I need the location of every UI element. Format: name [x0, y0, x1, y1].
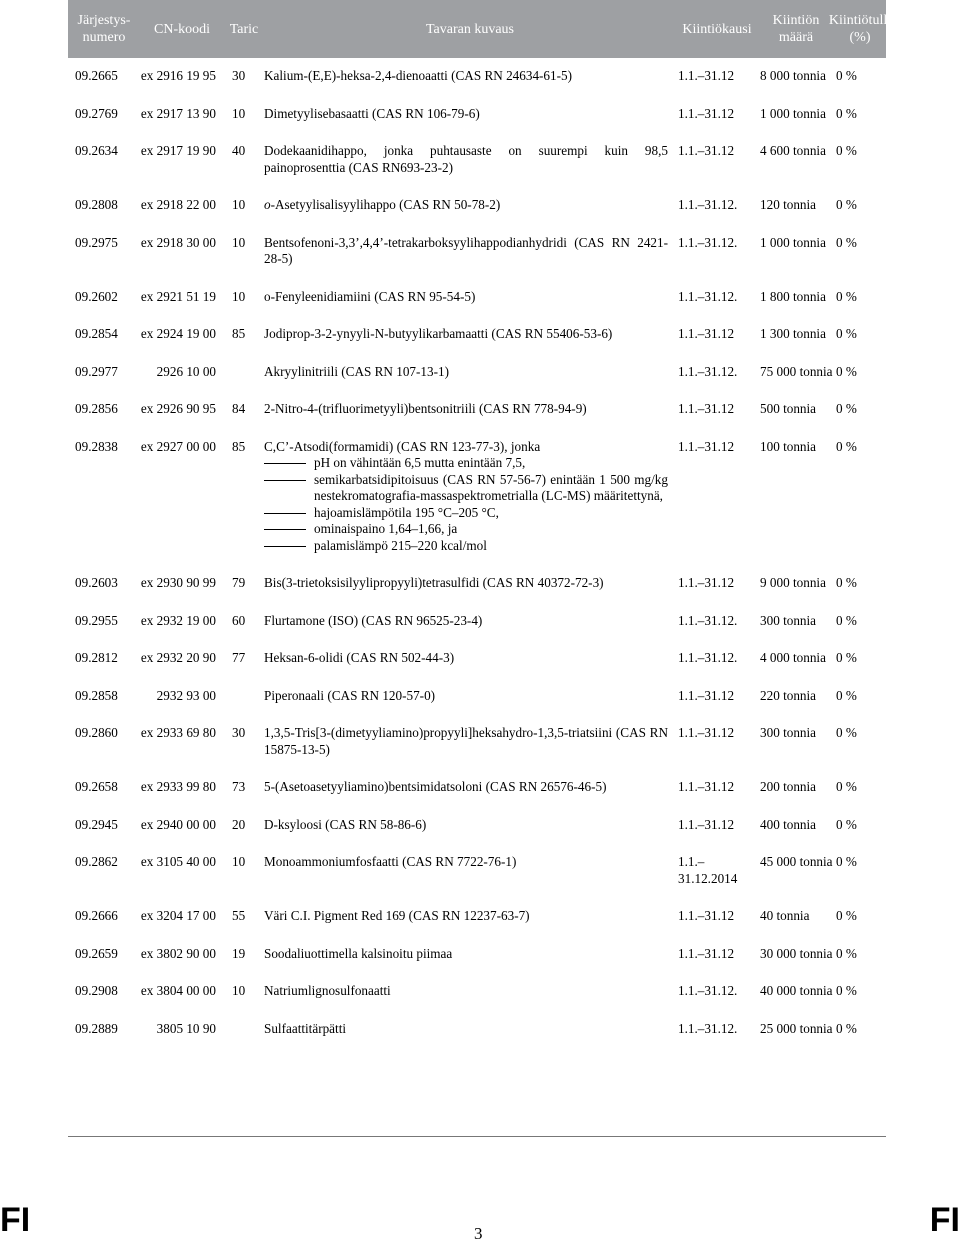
row-quota-amount: 9 000 tonnia [760, 575, 826, 590]
row-description-text: Kalium-(E,E)-heksa-2,4-dienoaatti (CAS RN 24634-61-5) [264, 68, 573, 83]
col-header-taric: Taric [229, 21, 259, 37]
row-cn-code: ex 2933 99 80 [140, 779, 216, 794]
row-description [264, 613, 676, 651]
row-taric: 55 [232, 908, 246, 923]
row-quota-amount: 120 tonnia [760, 197, 817, 212]
row-cn-code: ex 3105 40 00 [140, 854, 216, 869]
table-row [68, 908, 886, 946]
row-cn-code: 3805 10 90 [156, 1020, 216, 1036]
row-cn-code: ex 2940 00 00 [140, 816, 216, 832]
row-description [264, 235, 676, 289]
row-cn-code: ex 2918 22 00 [140, 197, 216, 212]
row-order-number: 09.2908 [75, 983, 118, 998]
table-row [68, 688, 886, 726]
row-order-number: 09.2975 [75, 234, 118, 250]
row-taric: 10 [232, 854, 246, 869]
row-quota-period: 1.1.–31.12 [678, 945, 735, 961]
row-quota-amount: 1 000 tonnia [760, 234, 826, 250]
row-order-number: 09.2889 [75, 1020, 118, 1036]
row-cn-code: 2932 93 00 [156, 687, 216, 703]
row-description [264, 908, 676, 946]
row-quota-amount: 1 800 tonnia [760, 288, 826, 304]
row-description-text: Väri C.I. Pigment Red 169 (CAS RN 12237-63-7) [264, 908, 530, 923]
row-quota-duty: 0 % [836, 288, 857, 304]
row-description-text: -Asetyylisalisyylihappo (CAS RN 50-78-2) [270, 197, 501, 212]
row-quota-period: 1.1.–31.12. [678, 612, 738, 628]
row-description-text: 5-(Asetoasetyyliamino)bentsimidatsoloni (CAS RN 26576-46-5) [264, 779, 607, 794]
row-taric [224, 1021, 264, 1059]
row-quota-period: 1.1.–31.12 [678, 438, 735, 454]
description-dash-item [264, 521, 668, 538]
row-quota-period: 1.1.–31.12. [678, 650, 738, 665]
row-order-number: 09.2659 [75, 945, 118, 961]
row-description [264, 983, 676, 1021]
row-quota-duty: 0 % [836, 779, 857, 794]
row-quota-period: 1.1.–31.12 [678, 401, 735, 416]
row-description-text: Dodekaanidihappo, jonka puhtausaste on suurempi kuin 98,5 painoprosenttia (CAS RN693-23-2) [264, 143, 668, 175]
row-quota-period: 1.1.–31.12 [678, 725, 735, 740]
row-taric [224, 688, 264, 726]
row-cn-code: ex 2932 19 00 [140, 612, 216, 628]
row-quota-amount: 8 000 tonnia [760, 68, 826, 83]
dash-item-text: pH on vähintään 6,5 mutta enintään 7,5, [314, 455, 526, 470]
row-order-number: 09.2838 [75, 438, 118, 454]
row-quota-period: 1.1.–31.12 [678, 68, 735, 83]
table-row [68, 197, 886, 235]
dash-item-text: palamislämpö 215–220 kcal/mol [314, 537, 487, 553]
row-order-number: 09.2665 [75, 68, 118, 83]
row-cn-code: ex 2930 90 99 [140, 575, 216, 590]
table-row [68, 364, 886, 402]
row-description-text: Heksan-6-olidi (CAS RN 502-44-3) [264, 650, 455, 665]
dash-icon [264, 521, 314, 530]
table-row [68, 58, 886, 106]
row-quota-period: 1.1.–31.12. [678, 197, 738, 212]
row-description [264, 106, 676, 144]
row-quota-duty: 0 % [836, 363, 857, 379]
row-taric: 10 [232, 197, 246, 212]
row-cn-code: ex 2924 19 00 [140, 326, 216, 341]
col-header-cn-code: CN-koodi [154, 21, 210, 37]
row-description-text: Soodaliuottimella kalsinoitu piimaa [264, 945, 453, 961]
row-cn-code: ex 3804 00 00 [140, 983, 216, 998]
table-row [68, 235, 886, 289]
row-order-number: 09.2856 [75, 401, 118, 416]
row-description-text: Jodiprop-3-2-ynyyli-N-butyylikarbamaatti (CAS RN 55406-53-6) [264, 326, 613, 341]
row-quota-duty: 0 % [836, 816, 857, 832]
row-taric: 73 [232, 779, 246, 794]
row-description [264, 439, 676, 576]
row-description-text: o-Fenyleenidiamiini (CAS RN 95-54-5) [264, 288, 476, 304]
quota-table-body [68, 58, 886, 1058]
row-taric: 40 [232, 143, 246, 158]
table-row [68, 575, 886, 613]
description-dash-item [264, 472, 668, 505]
row-quota-duty: 0 % [836, 650, 857, 665]
col-header-description: Tavaran kuvaus [425, 21, 515, 37]
row-order-number: 09.2812 [75, 650, 118, 665]
row-order-number: 09.2634 [75, 143, 118, 158]
table-row [68, 725, 886, 779]
table-row [68, 613, 886, 651]
table-row [68, 401, 886, 439]
row-quota-period: 1.1.–31.12 [678, 143, 735, 158]
row-order-number: 09.2862 [75, 854, 118, 869]
row-quota-period: 1.1.– 31.12.2014 [678, 854, 738, 886]
row-quota-duty: 0 % [836, 1020, 857, 1036]
table-row [68, 650, 886, 688]
row-quota-amount: 100 tonnia [760, 438, 817, 454]
row-quota-amount: 25 000 tonnia [760, 1020, 833, 1036]
row-taric: 84 [232, 401, 246, 416]
row-taric: 10 [232, 105, 246, 121]
row-quota-amount: 1 300 tonnia [760, 326, 826, 341]
table-row [68, 779, 886, 817]
quota-table [68, 58, 886, 1058]
table-row [68, 1021, 886, 1059]
row-quota-duty: 0 % [836, 983, 857, 998]
language-mark-right: FI [929, 1201, 960, 1239]
row-quota-period: 1.1.–31.12. [678, 1020, 738, 1036]
row-quota-amount: 4 600 tonnia [760, 143, 826, 158]
row-description-text: Bentsofenoni-3,3’,4,4’-tetrakarboksyylihappodianhydridi (CAS RN 2421-28-5) [264, 234, 668, 266]
row-cn-code: ex 2933 69 80 [140, 725, 216, 740]
dash-icon [264, 455, 314, 464]
col-header-quota-period: Kiintiökausi [682, 21, 752, 37]
row-quota-amount: 500 tonnia [760, 401, 817, 416]
dash-item-text: semikarbatsidipitoisuus (CAS RN 57-56-7) enintään 1 500 mg/kg nestekromatografia-massaspektrometrialla (LC-MS) määritettynä, [314, 471, 668, 503]
row-quota-amount: 4 000 tonnia [760, 650, 826, 665]
language-mark-left: FI [0, 1201, 31, 1239]
row-description-text: Monoammoniumfosfaatti (CAS RN 7722-76-1) [264, 854, 517, 869]
row-quota-period: 1.1.–31.12. [678, 363, 738, 379]
row-taric: 79 [232, 575, 246, 590]
row-quota-duty: 0 % [836, 234, 857, 250]
col-header-quota-duty: Kiintiötulli (%) [828, 13, 892, 45]
row-quota-period: 1.1.–31.12 [678, 779, 735, 794]
row-taric: 10 [232, 234, 246, 250]
table-row [68, 854, 886, 908]
row-quota-amount: 75 000 tonnia [760, 363, 833, 379]
row-cn-code: ex 2927 00 00 [140, 438, 216, 454]
row-description [264, 364, 676, 402]
row-description-text: Natriumlignosulfonaatti [264, 983, 391, 998]
row-description [264, 401, 676, 439]
row-quota-duty: 0 % [836, 105, 857, 121]
row-quota-amount: 45 000 tonnia [760, 854, 833, 869]
row-order-number: 09.2854 [75, 326, 118, 341]
row-taric: 30 [232, 68, 246, 83]
row-taric: 85 [232, 326, 246, 341]
row-order-number: 09.2955 [75, 612, 118, 628]
dash-icon [264, 505, 314, 514]
table-row [68, 439, 886, 576]
row-order-number: 09.2977 [75, 363, 118, 379]
col-header-number: Järjestys- numero [77, 13, 131, 45]
row-description-prefix: o [264, 197, 271, 212]
row-quota-period: 1.1.–31.12 [678, 816, 735, 832]
row-description [264, 326, 676, 364]
row-quota-period: 1.1.–31.12 [678, 105, 735, 121]
row-quota-amount: 220 tonnia [760, 687, 817, 703]
row-description [264, 575, 676, 613]
table-row [68, 326, 886, 364]
row-quota-amount: 40 tonnia [760, 908, 810, 923]
row-cn-code: ex 2917 19 90 [140, 143, 216, 158]
table-row [68, 946, 886, 984]
row-taric: 19 [232, 945, 246, 961]
row-description-text: Dimetyylisebasaatti (CAS RN 106-79-6) [264, 105, 480, 121]
table-header [68, 0, 892, 58]
row-quota-amount: 300 tonnia [760, 612, 817, 628]
row-description-text: Sulfaattitärpätti [264, 1020, 347, 1036]
row-order-number: 09.2860 [75, 725, 118, 740]
row-quota-duty: 0 % [836, 68, 857, 83]
row-order-number: 09.2808 [75, 197, 118, 212]
row-description [264, 779, 676, 817]
row-taric: 60 [232, 612, 246, 628]
row-order-number: 09.2945 [75, 816, 118, 832]
row-taric: 10 [232, 983, 246, 998]
row-quota-period: 1.1.–31.12. [678, 234, 738, 250]
table-row [68, 983, 886, 1021]
table-row [68, 817, 886, 855]
row-description [264, 688, 676, 726]
row-taric: 85 [232, 438, 246, 454]
table-bottom-rule [68, 1136, 886, 1137]
row-quota-duty: 0 % [836, 945, 857, 961]
row-order-number: 09.2666 [75, 908, 118, 923]
row-description-text: D-ksyloosi (CAS RN 58-86-6) [264, 816, 427, 832]
row-description-text: Piperonaali (CAS RN 120-57-0) [264, 687, 436, 703]
row-quota-duty: 0 % [836, 575, 857, 590]
row-cn-code: ex 2917 13 90 [140, 105, 216, 121]
row-quota-duty: 0 % [836, 854, 857, 869]
row-description [264, 197, 676, 235]
row-quota-amount: 30 000 tonnia [760, 945, 833, 961]
dash-icon [264, 538, 314, 547]
row-cn-code: ex 2916 19 95 [140, 68, 216, 83]
row-quota-duty: 0 % [836, 143, 857, 158]
row-cn-code: ex 2926 90 95 [140, 401, 216, 416]
row-quota-period: 1.1.–31.12 [678, 326, 735, 341]
row-quota-amount: 40 000 tonnia [760, 983, 833, 998]
row-quota-period: 1.1.–31.12 [678, 908, 735, 923]
dash-icon [264, 472, 314, 481]
row-taric: 20 [232, 816, 246, 832]
row-order-number: 09.2769 [75, 105, 118, 121]
description-dash-item [264, 455, 668, 472]
row-order-number: 09.2603 [75, 575, 118, 590]
row-cn-code: ex 3204 17 00 [140, 908, 216, 923]
row-cn-code: ex 2932 20 90 [140, 650, 216, 665]
description-dash-item [264, 505, 668, 522]
row-quota-amount: 200 tonnia [760, 779, 817, 794]
row-description-text: Akryylinitriili (CAS RN 107-13-1) [264, 363, 449, 379]
row-quota-amount: 400 tonnia [760, 816, 817, 832]
row-quota-period: 1.1.–31.12 [678, 575, 735, 590]
row-description [264, 817, 676, 855]
dash-item-text: hajoamislämpötila 195 °C–205 °C, [314, 504, 499, 520]
row-quota-duty: 0 % [836, 908, 857, 923]
row-description [264, 1021, 676, 1059]
row-order-number: 09.2602 [75, 288, 118, 304]
row-cn-code: ex 2921 51 19 [140, 288, 216, 304]
row-cn-code: ex 3802 90 00 [140, 945, 216, 961]
row-quota-amount: 300 tonnia [760, 725, 817, 740]
row-description [264, 946, 676, 984]
row-description-text: Flurtamone (ISO) (CAS RN 96525-23-4) [264, 612, 483, 628]
row-description-text: C,C’-Atsodi(formamidi) (CAS RN 123-77-3), jonka [264, 438, 541, 454]
row-quota-duty: 0 % [836, 612, 857, 628]
row-order-number: 09.2658 [75, 779, 118, 794]
row-quota-amount: 1 000 tonnia [760, 105, 826, 121]
row-quota-duty: 0 % [836, 197, 857, 212]
row-quota-duty: 0 % [836, 326, 857, 341]
row-taric: 30 [232, 725, 246, 740]
row-description [264, 289, 676, 327]
row-quota-period: 1.1.–31.12. [678, 983, 738, 998]
table-row [68, 289, 886, 327]
row-order-number: 09.2858 [75, 687, 118, 703]
row-quota-period: 1.1.–31.12 [678, 687, 735, 703]
row-description [264, 650, 676, 688]
dash-item-text: ominaispaino 1,64–1,66, ja [314, 521, 458, 536]
row-quota-duty: 0 % [836, 438, 857, 454]
row-quota-duty: 0 % [836, 725, 857, 740]
row-description [264, 725, 676, 779]
row-quota-duty: 0 % [836, 401, 857, 416]
row-taric: 77 [232, 650, 246, 665]
table-row [68, 143, 886, 197]
row-cn-code: 2926 10 00 [156, 363, 216, 379]
row-taric [224, 364, 264, 402]
row-taric: 10 [232, 288, 246, 304]
table-row [68, 106, 886, 144]
row-description [264, 58, 676, 106]
row-quota-duty: 0 % [836, 687, 857, 703]
row-description [264, 854, 676, 908]
row-description-text: Bis(3-trietoksisilyylipropyyli)tetrasulfidi (CAS RN 40372-72-3) [264, 575, 604, 590]
row-cn-code: ex 2918 30 00 [140, 234, 216, 250]
page-number: 3 [474, 1224, 483, 1243]
description-dash-item [264, 538, 668, 555]
row-quota-period: 1.1.–31.12. [678, 288, 738, 304]
row-description [264, 143, 676, 197]
row-description-text: 2-Nitro-4-(trifluorimetyyli)bentsonitriili (CAS RN 778-94-9) [264, 401, 587, 416]
col-header-quota-amount: Kiintiön määrä [772, 13, 820, 45]
row-description-text: 1,3,5-Tris[3-(dimetyyliamino)propyyli]heksahydro-1,3,5-triatsiini (CAS RN 15875-13-5) [264, 725, 668, 757]
